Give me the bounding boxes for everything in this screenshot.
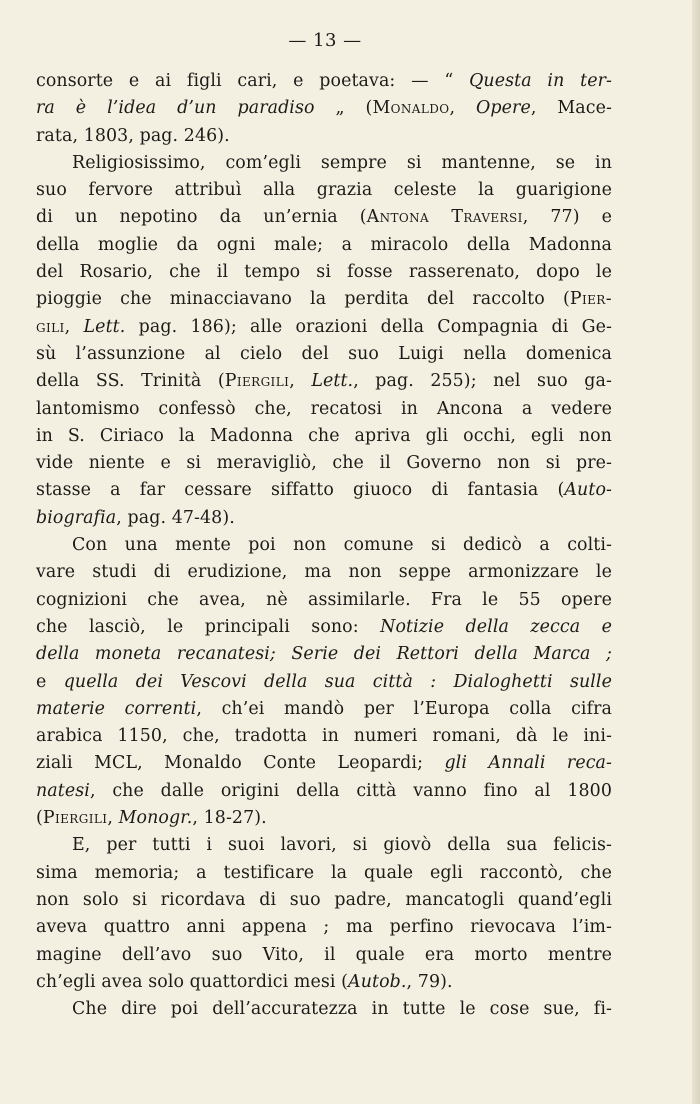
italic-text: gli Annali reca- — [444, 753, 612, 774]
text-run: pag. 186); alle orazioni della Compagnia di Ge- — [125, 316, 612, 337]
text-run: Che dire poi dell’accuratezza in tutte le cose sue, fi- — [72, 999, 612, 1020]
italic-text: natesi — [36, 780, 90, 801]
small-caps-name: gili — [36, 316, 65, 337]
text-line — [36, 723, 612, 750]
text-run: sù l’assunzione al cielo del suo Luigi nella domenica — [36, 343, 612, 364]
text-run: aveva quattro anni appena ; ma perfino rievocava l’im- — [36, 917, 612, 938]
text-line — [36, 286, 612, 313]
text-run: E, per tutti i suoi lavori, si giovò della sua felicis- — [72, 835, 612, 856]
text-line — [36, 423, 612, 450]
text-line — [36, 95, 612, 122]
body-text — [36, 68, 612, 1023]
text-line — [36, 860, 612, 887]
page-edge-shadow — [692, 0, 700, 1104]
italic-text: materie correnti — [36, 698, 197, 719]
text-run: che lasciò, le principali sono: — [36, 616, 381, 637]
text-line — [36, 341, 612, 368]
text-run: della SS. Trinità ( — [36, 371, 225, 392]
text-line — [36, 259, 612, 286]
text-line — [36, 559, 612, 586]
text-line — [36, 778, 612, 805]
text-line — [36, 232, 612, 259]
italic-text: Opere — [476, 98, 531, 119]
text-run: , — [289, 371, 312, 392]
text-run: non solo si ricordava di suo padre, mancatogli quand’egli — [36, 889, 612, 910]
text-run: Religiosissimo, com’egli sempre si mantenne, se in — [72, 152, 612, 173]
text-line — [36, 177, 612, 204]
text-run: magine dell’avo suo Vito, il quale era morto mentre — [36, 944, 612, 965]
text-run: , ch’ei mandò per l’Europa colla cifra — [196, 698, 613, 719]
text-run: , Mace- — [530, 98, 612, 119]
text-run: ziali MCL, Monaldo Conte Leopardi; — [36, 753, 445, 774]
text-run: Con una mente poi non comune si dedicò a colti- — [72, 535, 612, 556]
text-line — [36, 832, 612, 859]
text-run: , 77) e — [522, 207, 612, 228]
italic-text: Notizie della zecca e — [380, 616, 613, 637]
italic-text: Lett. — [311, 371, 354, 392]
page-number: — 13 — — [288, 30, 362, 51]
text-run: , — [449, 98, 477, 119]
text-run: ch’egli avea solo quattordici mesi ( — [36, 971, 349, 992]
text-run: cognizioni che avea, nè assimilarle. Fra le 55 opere — [36, 589, 612, 610]
text-run: ( — [36, 808, 43, 829]
text-run: stasse a far cessare siffatto giuoco di fantasia ( — [36, 480, 565, 501]
text-line — [36, 477, 612, 504]
text-line — [36, 750, 612, 777]
text-line — [36, 204, 612, 231]
text-line — [36, 614, 612, 641]
text-line — [36, 696, 612, 723]
text-run: della moglie da ogni male; a miracolo della Madonna — [36, 234, 612, 255]
text-run: , — [107, 808, 119, 829]
text-run: e — [36, 671, 64, 692]
text-line — [36, 368, 612, 395]
text-run: , 79). — [406, 971, 453, 992]
small-caps-name: Piergili — [42, 808, 108, 829]
text-run: consorte e ai figli cari, e poetava: — “ — [36, 71, 470, 91]
italic-text: Lett. — [83, 316, 126, 337]
text-line — [36, 314, 612, 341]
text-run: , che dalle origini della città vanno fino al 1800 — [89, 780, 612, 801]
text-run: di un nepotino da un’ernia ( — [36, 207, 367, 228]
text-run: vide niente e si meravigliò, che il Governo non si pre- — [36, 453, 612, 474]
small-caps-name: Piergili — [224, 371, 290, 392]
text-run: , — [64, 316, 84, 337]
text-line — [36, 669, 612, 696]
text-run: arabica 1150, che, tradotta in numeri romani, dà le ini- — [36, 726, 612, 747]
text-line — [36, 969, 612, 996]
text-run: vare studi di erudizione, ma non seppe armonizzare le — [36, 562, 612, 583]
text-line — [36, 996, 612, 1023]
small-caps-name: Monaldo — [372, 98, 450, 119]
text-line — [36, 641, 612, 668]
text-line — [36, 396, 612, 423]
text-line — [36, 505, 612, 532]
italic-text: Auto- — [564, 480, 612, 501]
text-run: rata, 1803, pag. 246). — [36, 125, 230, 146]
text-run: , 18-27). — [192, 808, 267, 829]
text-run: suo fervore attribuì alla grazia celeste la guarigione — [36, 180, 612, 201]
text-line — [36, 942, 612, 969]
text-line — [36, 68, 612, 95]
text-run: , pag. 255); nel suo ga- — [353, 371, 612, 392]
text-line — [36, 914, 612, 941]
italic-text: biografia — [36, 507, 117, 528]
text-line — [36, 805, 612, 832]
italic-text: Monogr. — [118, 808, 193, 829]
text-run: pioggie che minacciavano la perdita del raccolto ( — [36, 289, 570, 310]
text-run: in S. Ciriaco la Madonna che apriva gli occhi, egli non — [36, 425, 612, 446]
italic-text: Autob. — [348, 971, 407, 992]
text-run: , pag. 47-48). — [116, 507, 235, 528]
small-caps-name: Antona Traversi — [366, 207, 523, 228]
italic-text: quella dei Vescovi della sua città : Dialoghetti sulle — [63, 671, 612, 692]
text-line — [36, 150, 612, 177]
text-line — [36, 532, 612, 559]
text-run: sima memoria; a testificare la quale egli raccontò, che — [36, 862, 612, 883]
small-caps-name: Pier- — [569, 289, 612, 310]
italic-text: Questa in ter- — [469, 71, 612, 91]
text-line — [36, 123, 612, 150]
text-run: lantomismo confessò che, recatosi in Ancona a vedere — [36, 398, 612, 419]
italic-text: ra è l’idea d’un paradiso — [36, 98, 315, 119]
text-line — [36, 450, 612, 477]
text-line — [36, 587, 612, 614]
text-run: „ ( — [314, 98, 373, 119]
text-line — [36, 887, 612, 914]
text-run: del Rosario, che il tempo si fosse rasserenato, dopo le — [36, 262, 612, 283]
italic-text: della moneta recanatesi; Serie dei Rettori della Marca ; — [36, 644, 612, 665]
